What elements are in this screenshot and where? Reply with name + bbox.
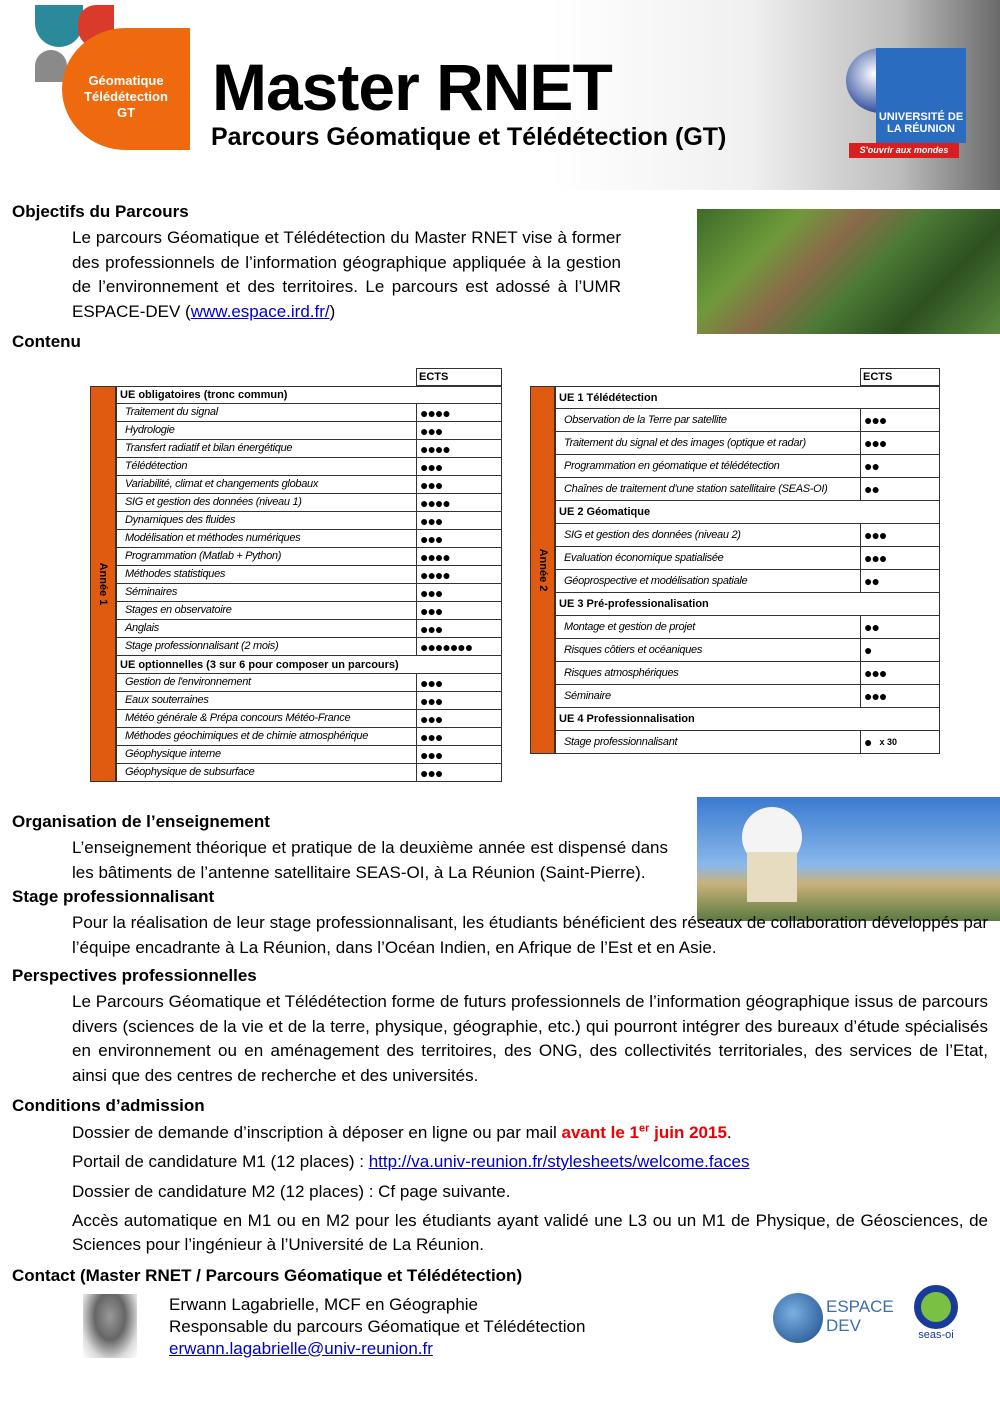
table-body — [90, 386, 502, 782]
section-heading-contact: Contact (Master RNET / Parcours Géomatique et Télédétection) — [12, 1265, 523, 1285]
course-row — [116, 548, 502, 566]
year-label: Année 1 — [97, 562, 109, 606]
year-label: Année 2 — [536, 548, 549, 592]
course-row — [555, 685, 940, 708]
ects-dots: ●●●● — [420, 404, 450, 421]
candidature-portal-link[interactable]: http://va.univ-reunion.fr/stylesheets/welcome.faces — [368, 1151, 750, 1171]
ects-dots: ●● — [864, 573, 879, 589]
logo-line: LA RÉUNION — [886, 123, 956, 135]
contact-role: Responsable du parcours Géomatique et Télédétection — [169, 1316, 586, 1336]
contact-name: Erwann Lagabrielle, MCF en Géographie — [169, 1294, 479, 1314]
contact-section — [0, 1264, 1000, 1364]
objectifs-section — [0, 200, 1000, 324]
ue-group-title: UE optionnelles (3 sur 6 pour composer un parcours) — [120, 658, 399, 671]
ects-dots: ●●● — [420, 458, 443, 475]
logo-line: DEV — [826, 1315, 861, 1335]
ue-group-title: UE 2 Géomatique — [559, 506, 651, 518]
ects-dots: ●●● — [420, 692, 443, 709]
course-row — [116, 746, 502, 764]
course-name: Transfert radiatif et bilan énergétique — [117, 440, 417, 457]
table-rows — [555, 386, 940, 754]
text: . — [726, 1123, 732, 1142]
course-name: Evaluation économique spatialisée — [556, 547, 861, 569]
course-row — [116, 692, 502, 710]
course-name: Montage et gestion de projet — [556, 616, 861, 638]
course-row — [116, 404, 502, 422]
ects-dots: ●●●● — [420, 548, 450, 565]
ects-dots: ●●● — [420, 530, 443, 547]
section-heading-stage: Stage professionnalisant — [12, 887, 215, 906]
course-name: Stage professionnalisant (2 mois) — [117, 638, 417, 655]
ue-group-title: UE obligatoires (tronc commun) — [120, 389, 288, 401]
course-row — [555, 639, 940, 662]
ects-dots: ●●●●●●● — [420, 638, 473, 655]
course-name: Télédétection — [117, 458, 417, 475]
deadline: juin 2015 — [649, 1123, 727, 1142]
deadline: avant le 1 — [561, 1123, 640, 1142]
admission-line2 — [72, 1150, 988, 1175]
deadline-sup: er — [639, 1122, 650, 1135]
espace-dev-logo — [768, 1285, 893, 1347]
contact-photo — [83, 1294, 137, 1358]
course-row — [116, 728, 502, 746]
course-row — [116, 764, 502, 782]
admission-section — [0, 1094, 1000, 1258]
ue-group-row — [555, 501, 940, 524]
ects-dots: ●● — [864, 481, 879, 497]
university-logo — [846, 48, 966, 160]
logo-line: seas-oi — [918, 1328, 954, 1341]
page-subtitle: Parcours Géomatique et Télédétection (GT) — [211, 123, 727, 151]
course-row — [116, 584, 502, 602]
course-row — [555, 432, 940, 455]
course-row — [555, 409, 940, 432]
course-name: Eaux souterraines — [117, 692, 417, 709]
contact-details — [169, 1294, 585, 1360]
course-row — [555, 662, 940, 685]
course-row — [116, 530, 502, 548]
ects-dots: ●●● — [864, 435, 887, 451]
objectifs-text — [72, 226, 621, 324]
ue-group-row — [555, 386, 940, 409]
section-heading-admission: Conditions d’admission — [12, 1096, 205, 1115]
ue-group-title: UE 1 Télédétection — [559, 391, 658, 404]
course-name: Méthodes statistiques — [117, 566, 417, 583]
course-row — [116, 674, 502, 692]
course-name: SIG et gestion des données (niveau 1) — [117, 494, 417, 511]
course-row — [116, 440, 502, 458]
section-heading-perspectives: Perspectives professionnelles — [12, 966, 257, 985]
section-heading-organisation: Organisation de l’enseignement — [12, 812, 270, 831]
course-row — [116, 458, 502, 476]
contenu-section — [0, 330, 1000, 782]
course-name: Variabilité, climat et changements globaux — [117, 476, 417, 493]
section-heading-objectifs: Objectifs du Parcours — [12, 202, 189, 221]
course-row — [555, 524, 940, 547]
ects-dots: ●●●● — [420, 566, 450, 583]
course-row — [116, 710, 502, 728]
course-name: Hydrologie — [117, 422, 417, 439]
page-title: Master RNET — [212, 50, 612, 124]
ects-dots: ●●● — [864, 665, 887, 681]
ects-dots: ●●● — [420, 674, 443, 691]
ue-group-title: UE 4 Professionnalisation — [559, 713, 695, 725]
course-name: Météo générale & Prépa concours Météo-France — [117, 710, 417, 727]
ects-dots: ●● — [864, 619, 879, 635]
ects-dots: ● — [864, 642, 872, 658]
ects-dots: ●●● — [864, 688, 887, 704]
course-name: Anglais — [117, 620, 417, 637]
course-row — [555, 455, 940, 478]
table-rows — [116, 386, 502, 782]
ects-dots: ●●●● — [420, 440, 450, 457]
ects-dots: ● x 30 — [864, 734, 897, 750]
ects-header: ECTS — [860, 368, 940, 386]
course-name: SIG et gestion des données (niveau 2) — [556, 524, 861, 546]
course-name: Géoprospective et modélisation spatiale — [556, 570, 861, 592]
admission-line4: Accès automatique en M1 ou en M2 pour les étudiants ayant validé une L3 ou un M1 de Physique, de Géosciences, de Sciences pour l’ingénieur à l’Université de La Réunion. — [72, 1210, 988, 1254]
course-name: Modélisation et méthodes numériques — [117, 530, 417, 547]
logo-line: Télédétection — [84, 89, 168, 104]
text: ) — [329, 301, 336, 321]
ects-dots: ●●● — [420, 764, 443, 781]
ects-dots: ●●● — [420, 746, 443, 763]
course-row — [555, 731, 940, 754]
ue-group-row — [116, 386, 502, 404]
globe-icon — [773, 1293, 823, 1343]
course-name: Programmation (Matlab + Python) — [117, 548, 417, 565]
ects-dots: ●●● — [864, 527, 887, 543]
organisation-text: L’enseignement théorique et pratique de la deuxième année est dispensé dans les bâtiments de l’antenne satellitaire SEAS-OI, à La Réunion (Saint-Pierre). — [72, 838, 668, 882]
course-row — [116, 476, 502, 494]
ects-dots: ●●● — [864, 550, 887, 566]
course-name: Traitement du signal et des images (optique et radar) — [556, 432, 861, 454]
logo-tagline: S'ouvrir aux mondes — [849, 143, 959, 158]
espace-link[interactable]: www.espace.ird.fr/ — [190, 301, 330, 321]
admission-line3: Dossier de candidature M2 (12 places) : Cf page suivante. — [72, 1182, 511, 1201]
ects-dots: ●● — [864, 458, 879, 474]
course-row — [116, 512, 502, 530]
ects-dots: ●●● — [420, 602, 443, 619]
course-name: Risques côtiers et océaniques — [556, 639, 861, 661]
course-name: Méthodes géochimiques et de chimie atmosphérique — [117, 728, 417, 745]
ects-multiplier: x 30 — [879, 737, 897, 747]
course-row — [555, 570, 940, 593]
ects-dots: ●●●● — [420, 494, 450, 511]
admission-line1 — [72, 1121, 988, 1146]
course-row — [116, 422, 502, 440]
course-name: Gestion de l'environnement — [117, 674, 417, 691]
section-heading-contenu: Contenu — [12, 332, 81, 351]
organisation-section — [0, 810, 1000, 885]
logo-line: Géomatique — [88, 73, 164, 88]
course-row — [116, 494, 502, 512]
text: Le parcours Géomatique et Télédétection du Master RNET vise à former des professionnels de l’information géographique appliquée à la gestion de l’environnement et des territoires. Le parcours est adossé à l’UMR ESPACE-DEV ( — [72, 228, 621, 321]
logo-line: UNIVERSITÉ DE — [878, 111, 964, 123]
ects-dots: ●●● — [420, 422, 443, 439]
gt-logo-text — [66, 73, 186, 121]
ects-dots: ●●● — [420, 512, 443, 529]
course-name: Stages en observatoire — [117, 602, 417, 619]
ue-group-title: UE 3 Pré-professionalisation — [559, 598, 709, 610]
course-row — [116, 620, 502, 638]
ects-header: ECTS — [416, 368, 502, 386]
ects-dots: ●●● — [420, 728, 443, 745]
logo-teal-shape — [35, 5, 83, 47]
course-name: Séminaires — [117, 584, 417, 601]
header-banner — [0, 0, 1000, 190]
ue-group-row — [555, 593, 940, 616]
course-name: Stage professionnalisant — [556, 731, 861, 753]
table-body — [530, 386, 940, 754]
perspectives-section — [0, 964, 1000, 1088]
logo-line: GT — [116, 105, 136, 120]
year-label-bar — [90, 386, 116, 782]
stage-text: Pour la réalisation de leur stage professionnalisant, les étudiants bénéficient des réseaux de collaboration développés par l’équipe encadrante à La Réunion, dans l’Océan Indien, en Afrique de l’Est et en Asie. — [72, 913, 988, 957]
course-name: Programmation en géomatique et télédétection — [556, 455, 861, 477]
perspectives-text: Le Parcours Géomatique et Télédétection forme de futurs professionnels de l’information géographique issus de parcours divers (sciences de la vie et de la terre, physique, géographie, etc.) qui pourront intégrer des bureaux d’étude spécialisés en environnement ou en aménagement des territoires, des ONG, des collectivités territoriales, des services de l’Etat, ainsi que des centres de recherche et des universités. — [72, 992, 988, 1085]
satellite-image — [697, 209, 1000, 334]
ue-group-row — [555, 708, 940, 731]
ects-dots: ●●● — [420, 620, 443, 637]
course-name: Traitement du signal — [117, 404, 417, 421]
ects-dots: ●●● — [420, 584, 443, 601]
contact-email-link[interactable]: erwann.lagabrielle@univ-reunion.fr — [169, 1338, 433, 1358]
stage-section — [0, 885, 1000, 960]
logo-line: ESPACE — [826, 1296, 894, 1316]
text: Dossier de demande d’inscription à déposer en ligne ou par mail — [72, 1123, 562, 1142]
course-name: Géophysique interne — [117, 746, 417, 763]
course-name: Séminaire — [556, 685, 861, 707]
course-row — [116, 602, 502, 620]
seas-oi-logo — [905, 1285, 967, 1347]
ects-dots: ●●● — [420, 476, 443, 493]
ects-dots: ●●● — [864, 412, 887, 428]
course-row — [555, 478, 940, 501]
text: Portail de candidature M1 (12 places) : — [72, 1151, 369, 1171]
course-name: Observation de la Terre par satellite — [556, 409, 861, 431]
course-name: Dynamiques des fluides — [117, 512, 417, 529]
year-label-bar — [530, 386, 555, 754]
year2-table — [530, 368, 940, 754]
course-row — [116, 566, 502, 584]
course-name: Risques atmosphériques — [556, 662, 861, 684]
course-name: Chaînes de traitement d'une station satellitaire (SEAS-OI) — [556, 478, 861, 500]
course-row — [116, 638, 502, 656]
year1-table — [90, 368, 502, 782]
ects-dots: ●●● — [420, 710, 443, 727]
course-row — [555, 547, 940, 570]
course-name: Géophysique de subsurface — [117, 764, 417, 781]
course-row — [555, 616, 940, 639]
ue-group-row — [116, 656, 502, 674]
